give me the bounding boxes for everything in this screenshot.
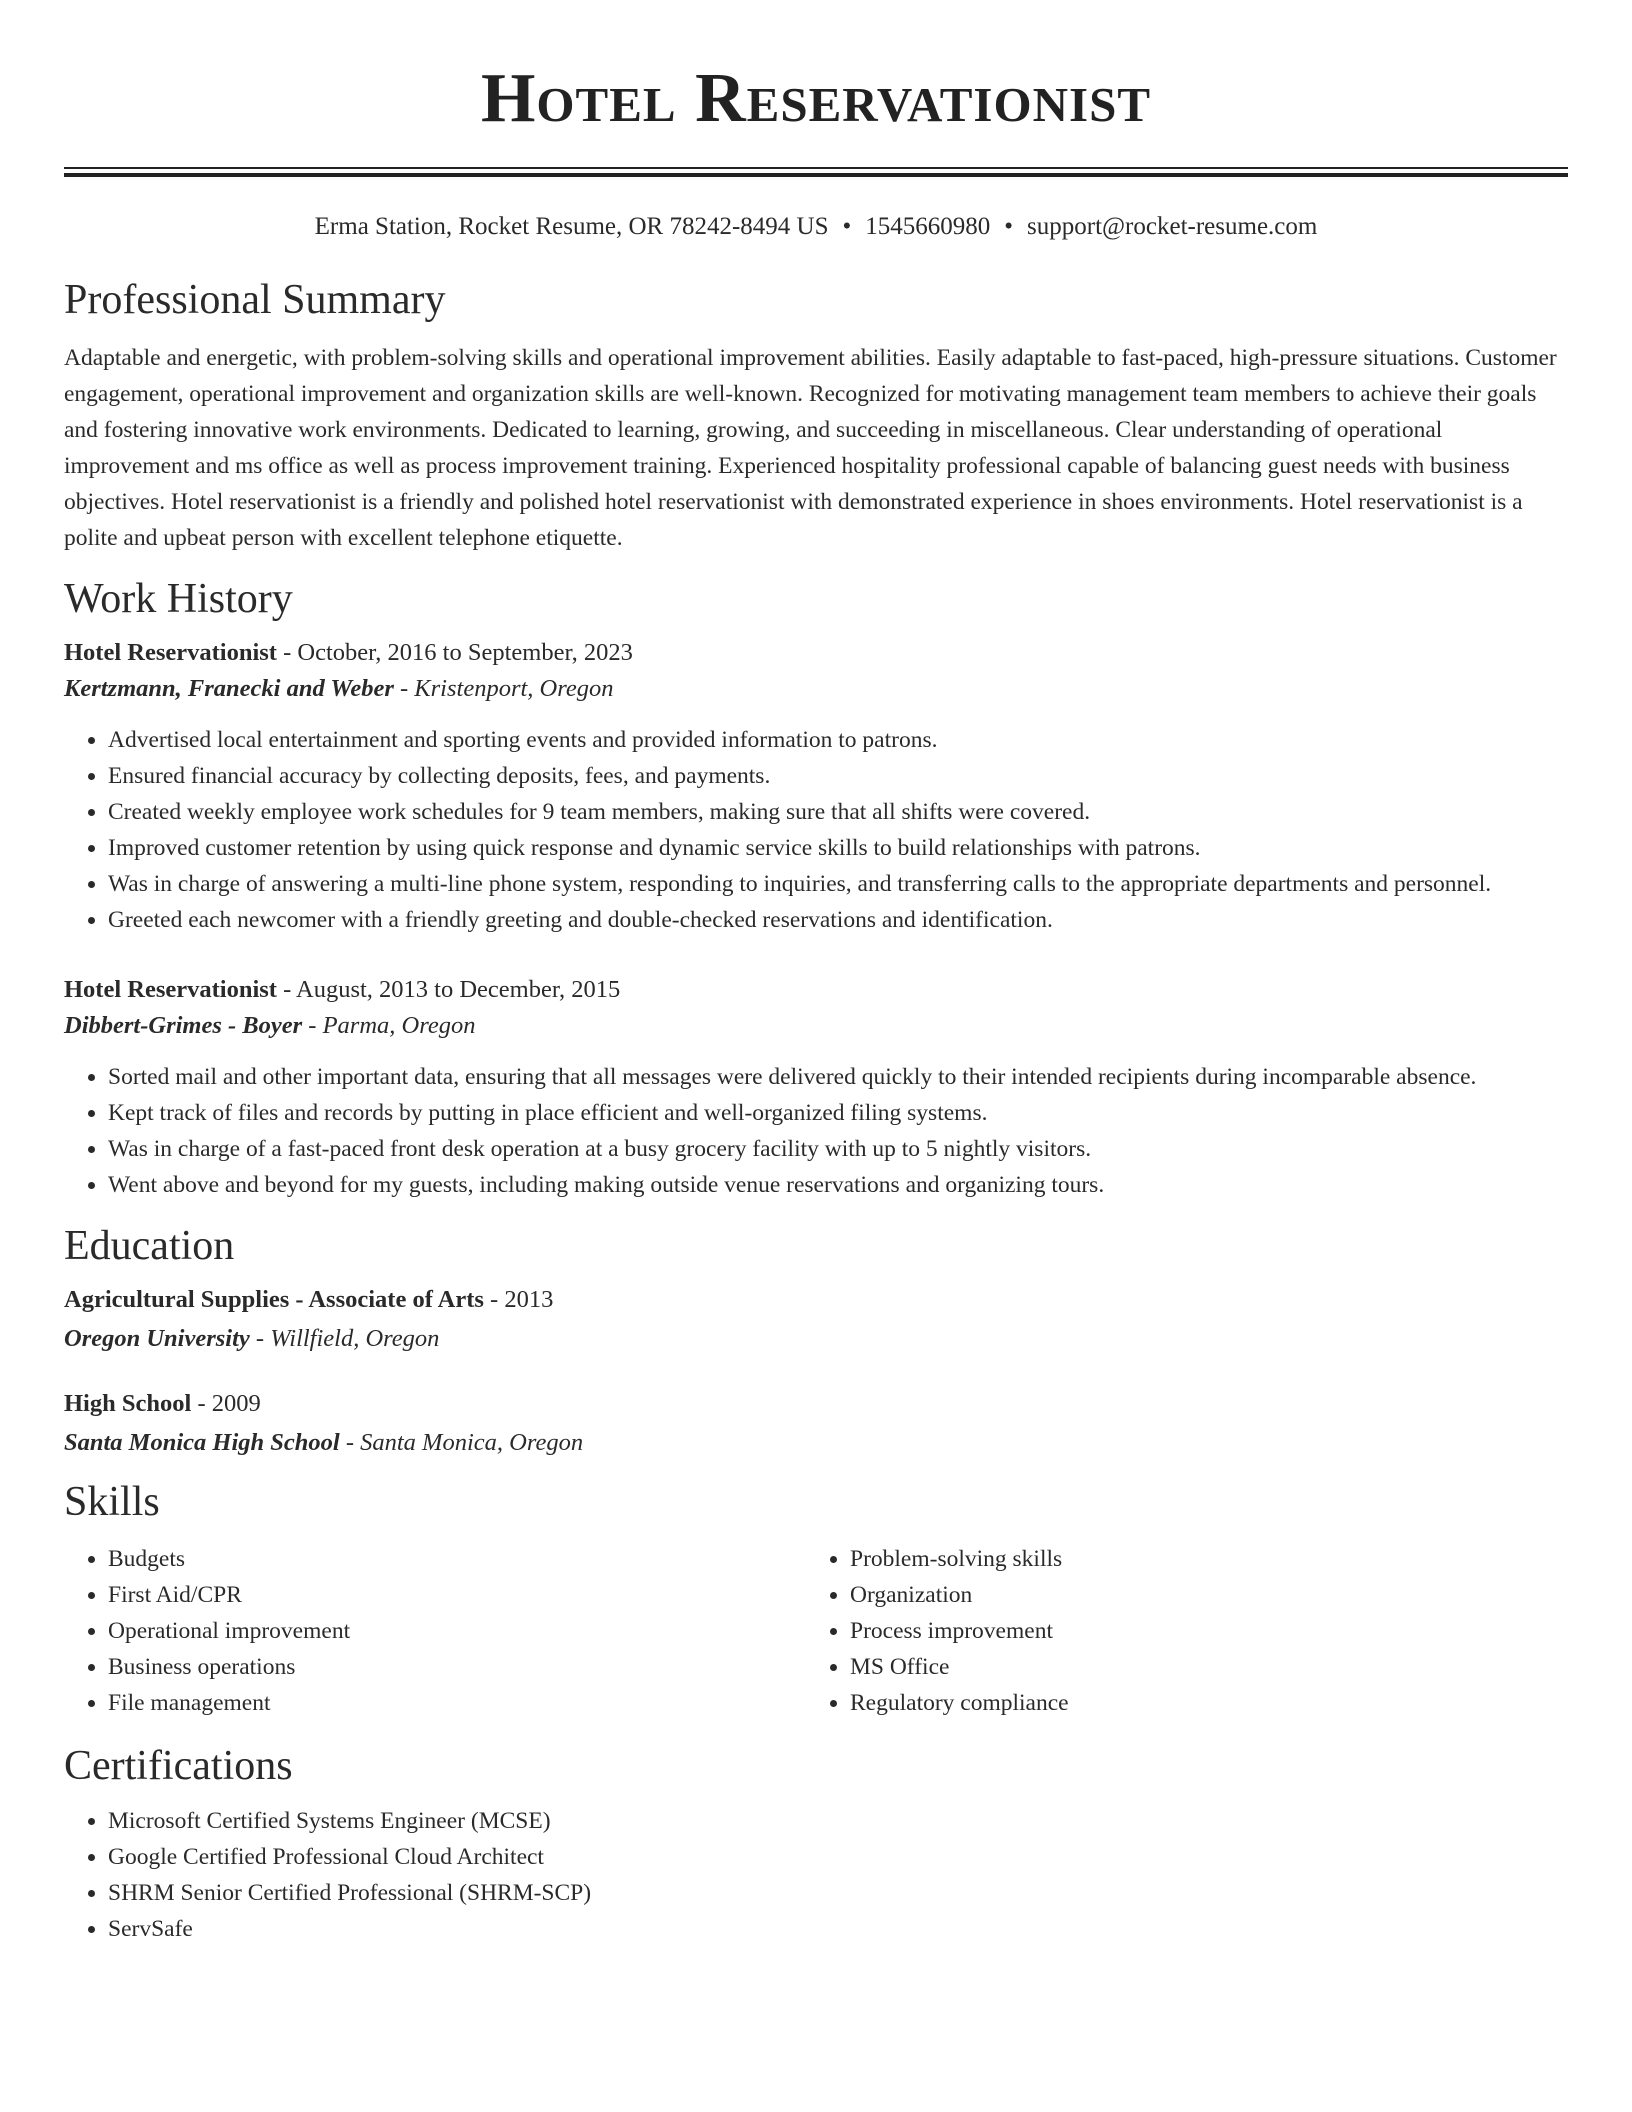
resume-title: Hotel Reservationist — [480, 60, 1151, 137]
list-item: • Organization — [850, 1577, 1548, 1613]
education-entry — [64, 1283, 1568, 1361]
list-item: • Business operations — [108, 1649, 806, 1685]
list-item: • Microsoft Certified Systems Engineer (MCSE) — [108, 1803, 1568, 1839]
list-item: • Problem-solving skills — [850, 1541, 1548, 1577]
school-line — [64, 1421, 1568, 1465]
summary-heading: Professional Summary — [64, 277, 446, 323]
employer-location: - Kristenport, Oregon — [393, 675, 614, 702]
list-item: • Advertised local entertainment and sporting events and provided information to patrons. — [108, 722, 1568, 758]
list-item: • Budgets — [108, 1541, 806, 1577]
job-title-line — [64, 973, 1568, 1007]
work-history-heading: Work History — [64, 576, 293, 622]
contact-separator: • — [842, 213, 852, 240]
graduation-year: - 2009 — [191, 1390, 261, 1417]
list-item: • Created weekly employee work schedules for 9 team members, making sure that all shifts were covered. — [108, 794, 1568, 830]
degree-name: High School — [64, 1390, 192, 1417]
list-item: • Was in charge of answering a multi-line phone system, responding to inquiries, and transferring calls to the appropriate departments and personnel. — [108, 866, 1568, 902]
job-title-line — [64, 636, 1568, 670]
employer-location: - Parma, Oregon — [302, 1012, 476, 1039]
degree-name: Agricultural Supplies - Associate of Arts — [64, 1286, 484, 1313]
contact-line — [64, 211, 1568, 243]
degree-line — [64, 1283, 1568, 1317]
job-duties-list — [64, 1059, 1568, 1203]
certifications-heading: Certifications — [64, 1743, 293, 1789]
contact-phone: 1545660980 — [865, 213, 991, 240]
list-item: • Ensured financial accuracy by collecting deposits, fees, and payments. — [108, 758, 1568, 794]
job-dates: - October, 2016 to September, 2023 — [276, 639, 633, 666]
list-item: • Improved customer retention by using quick response and dynamic service skills to build relationships with patrons. — [108, 830, 1568, 866]
job-entry — [64, 636, 1568, 938]
job-entry — [64, 973, 1568, 1203]
job-title: Hotel Reservationist — [64, 976, 277, 1003]
list-item: • Operational improvement — [108, 1613, 806, 1649]
skills-heading: Skills — [64, 1479, 160, 1525]
skills-list — [806, 1541, 1548, 1721]
list-item: • ServSafe — [108, 1911, 1568, 1947]
list-item: • File management — [108, 1685, 806, 1721]
skills-list — [64, 1541, 806, 1721]
list-item: • Was in charge of a fast-paced front desk operation at a busy grocery facility with up to 5 nightly visitors. — [108, 1131, 1568, 1167]
list-item: • SHRM Senior Certified Professional (SHRM-SCP) — [108, 1875, 1568, 1911]
job-duties-list — [64, 722, 1568, 938]
certifications-list — [64, 1803, 1568, 1947]
contact-separator: • — [1004, 213, 1014, 240]
title-divider — [64, 167, 1568, 177]
list-item: • Greeted each newcomer with a friendly greeting and double-checked reservations and identification. — [108, 902, 1568, 938]
school-location: - Willfield, Oregon — [249, 1325, 440, 1352]
list-item: • Kept track of files and records by putting in place efficient and well-organized filing systems. — [108, 1095, 1568, 1131]
list-item: • Google Certified Professional Cloud Architect — [108, 1839, 1568, 1875]
school-location: - Santa Monica, Oregon — [339, 1429, 584, 1456]
degree-line — [64, 1387, 1568, 1421]
school-name: Santa Monica High School — [64, 1429, 340, 1456]
employer-line — [64, 670, 1568, 708]
graduation-year: - 2013 — [483, 1286, 554, 1313]
skills-column-right — [806, 1541, 1548, 1721]
list-item: • Sorted mail and other important data, ensuring that all messages were delivered quickly to their intended recipients during incomparable absence. — [108, 1059, 1568, 1095]
school-name: Oregon University — [64, 1325, 250, 1352]
employer-name: Dibbert-Grimes - Boyer — [64, 1012, 303, 1039]
skills-columns — [64, 1541, 1568, 1721]
contact-address: Erma Station, Rocket Resume, OR 78242-8494 US — [314, 213, 829, 240]
resume-page — [64, 0, 1568, 1947]
list-item: • First Aid/CPR — [108, 1577, 806, 1613]
job-title: Hotel Reservationist — [64, 639, 277, 666]
education-entry — [64, 1387, 1568, 1465]
employer-name: Kertzmann, Franecki and Weber — [64, 675, 394, 702]
school-line — [64, 1317, 1568, 1361]
list-item: • Process improvement — [850, 1613, 1548, 1649]
education-heading: Education — [64, 1223, 235, 1269]
skills-column-left — [64, 1541, 806, 1721]
employer-line — [64, 1007, 1568, 1045]
list-item: • MS Office — [850, 1649, 1548, 1685]
list-item: • Went above and beyond for my guests, including making outside venue reservations and organizing tours. — [108, 1167, 1568, 1203]
contact-email: support@rocket-resume.com — [1027, 213, 1318, 240]
summary-text: Adaptable and energetic, with problem-solving skills and operational improvement abilities. Easily adaptable to fast-paced, high-pressure situations. Customer engagement, operational improvement and organization skills are well-known. Recognized for motivating management team members to achieve their goals and fostering innovative work environments. Dedicated to learning, growing, and succeeding in miscellaneous. Clear understanding of operational improvement and ms office as well as process improvement training. Experienced hospitality professional capable of balancing guest needs with business objectives. Hotel reservationist is a friendly and polished hotel reservationist with demonstrated experience in shoes environments. Hotel reservationist is a polite and upbeat person with excellent telephone etiquette. — [64, 345, 1557, 551]
list-item: • Regulatory compliance — [850, 1685, 1548, 1721]
job-dates: - August, 2013 to December, 2015 — [276, 976, 621, 1003]
